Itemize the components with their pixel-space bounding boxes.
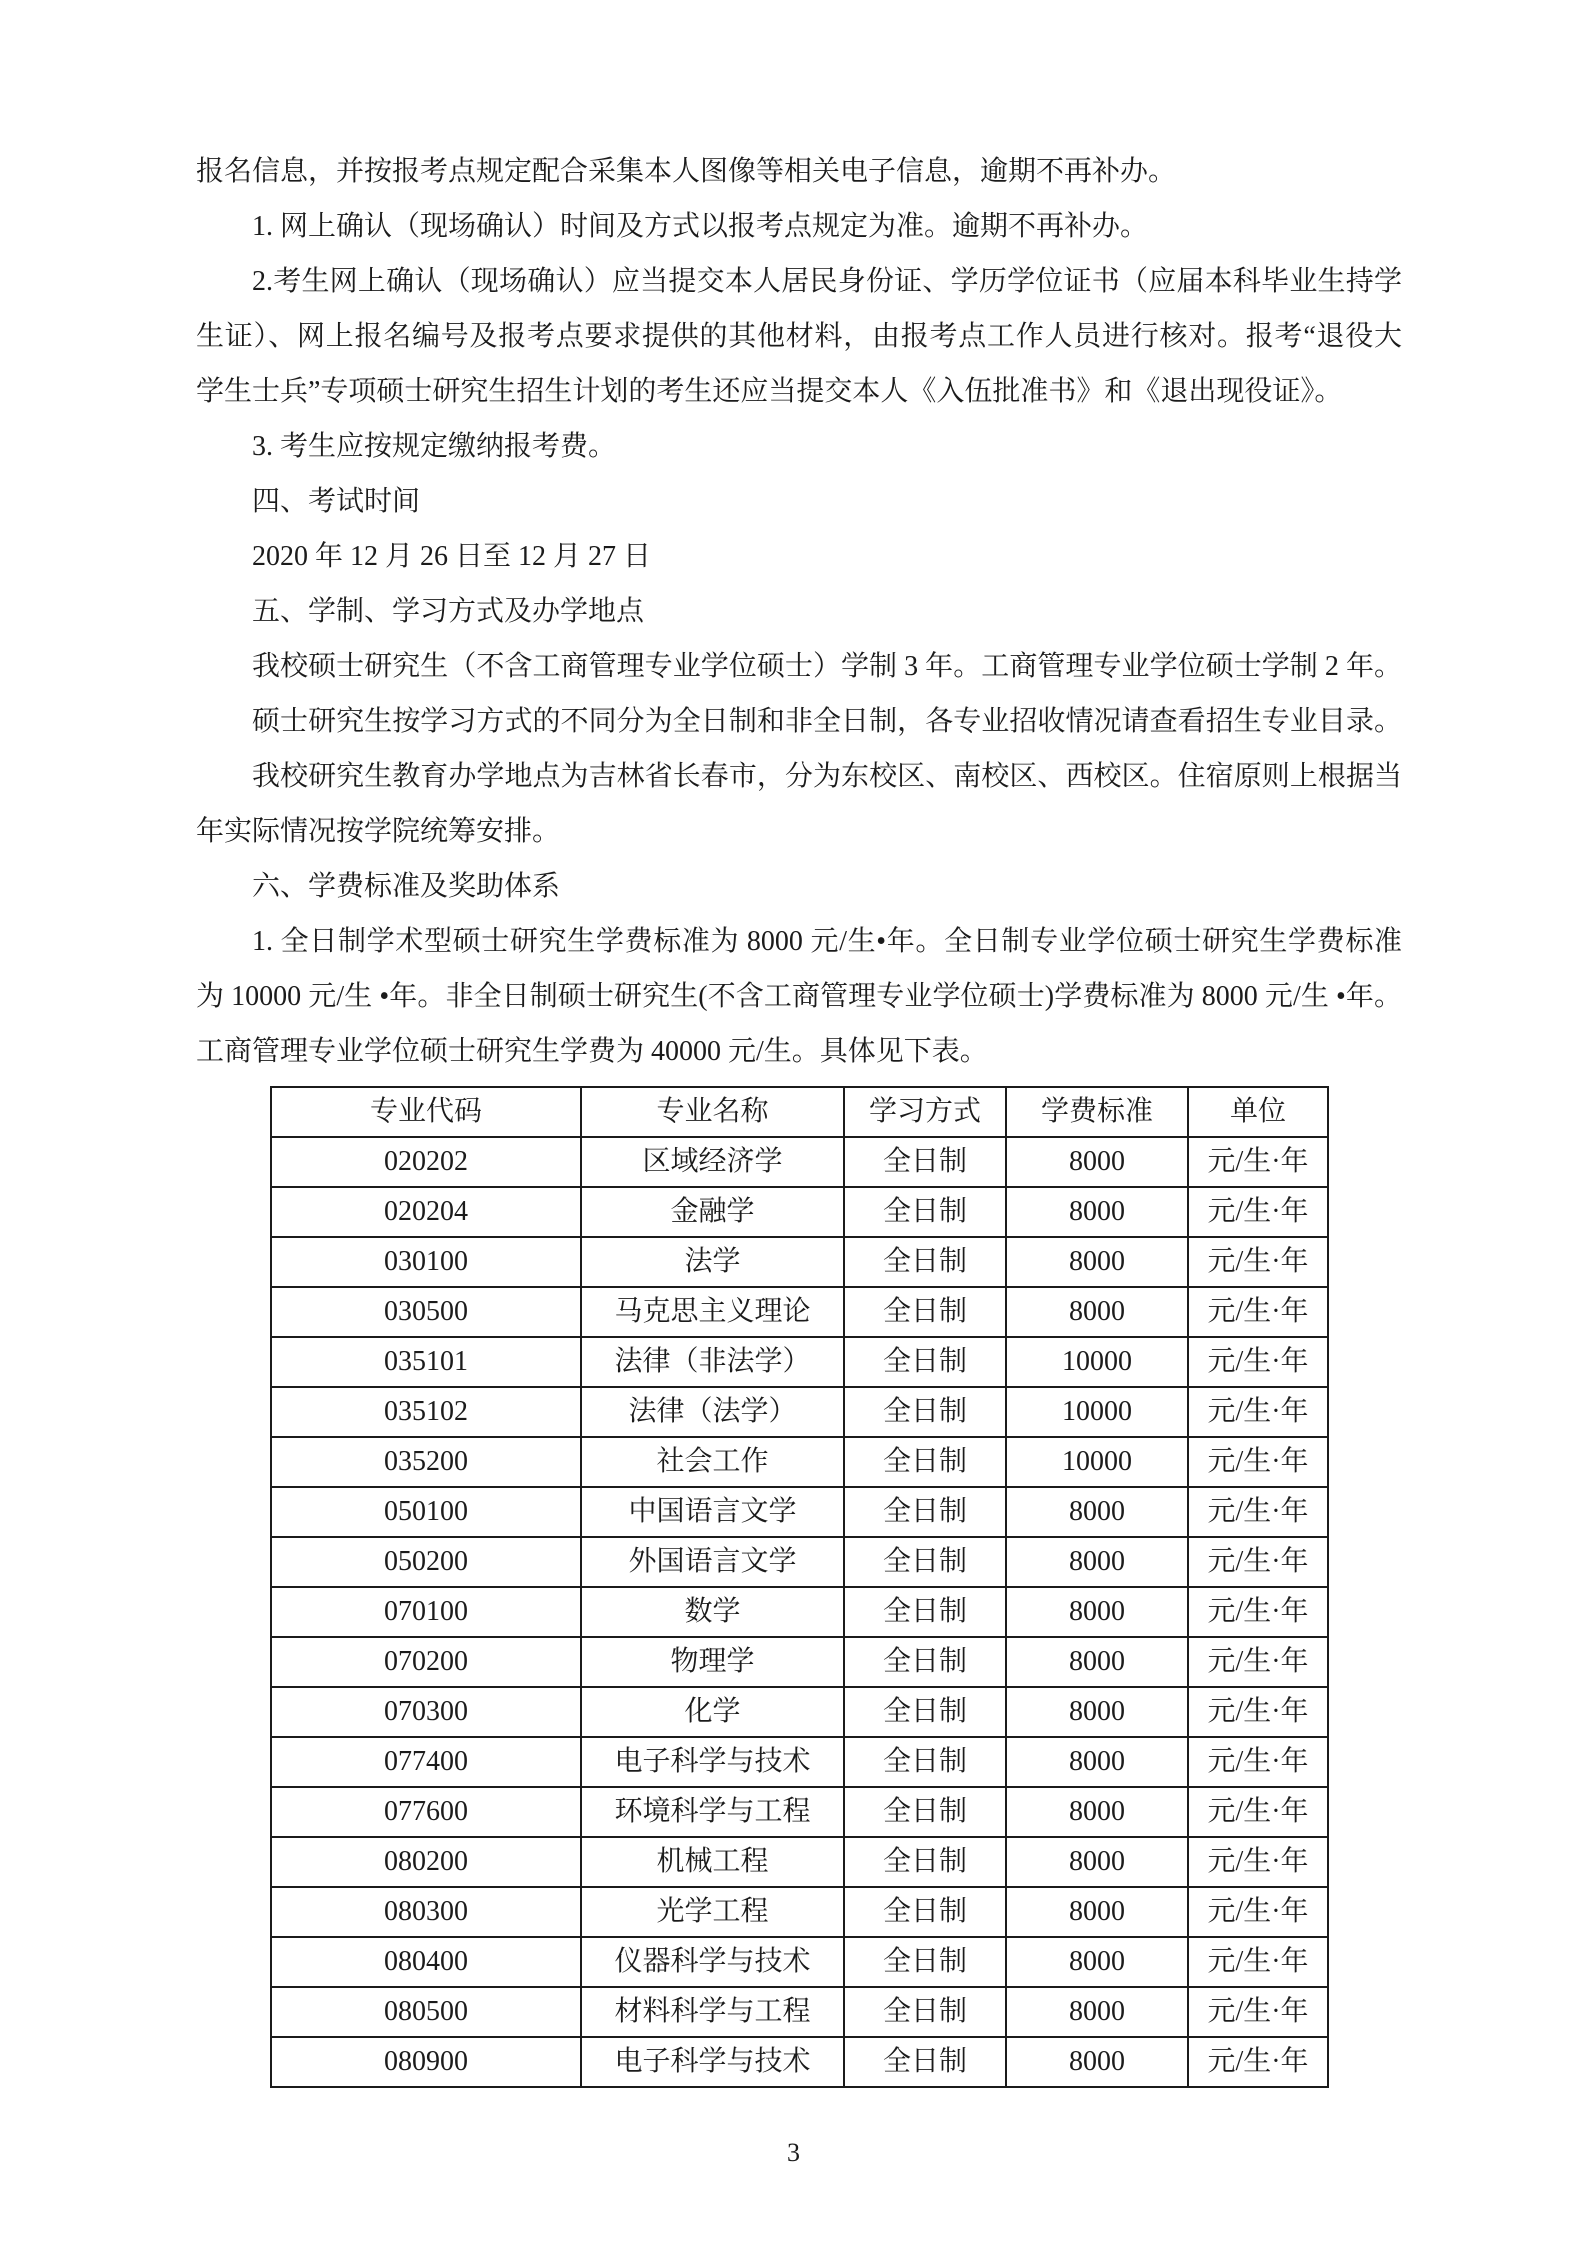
table-cell: 077400 bbox=[271, 1737, 581, 1787]
table-cell: 10000 bbox=[1006, 1387, 1188, 1437]
column-header-5: 单位 bbox=[1188, 1087, 1328, 1137]
table-row-1 bbox=[271, 1137, 1328, 1187]
table-cell: 8000 bbox=[1006, 2037, 1188, 2087]
table-cell: 元/生·年 bbox=[1188, 1337, 1328, 1387]
table-cell: 8000 bbox=[1006, 1137, 1188, 1187]
table-cell: 元/生·年 bbox=[1188, 2037, 1328, 2087]
table-cell: 元/生·年 bbox=[1188, 1387, 1328, 1437]
table-row-14 bbox=[271, 1787, 1328, 1837]
table-cell: 全日制 bbox=[844, 1887, 1006, 1937]
text-line-14: 六、学费标准及奖助体系 bbox=[252, 871, 561, 902]
table-cell: 8000 bbox=[1006, 1587, 1188, 1637]
text-line-3: 2.考生网上确认（现场确认）应当提交本人居民身份证、学历学位证书（应届本科毕业生持学 bbox=[252, 266, 1402, 297]
table-cell: 8000 bbox=[1006, 1687, 1188, 1737]
table-row-4 bbox=[271, 1287, 1328, 1337]
table-cell: 070100 bbox=[271, 1587, 581, 1637]
table-cell: 元/生·年 bbox=[1188, 1287, 1328, 1337]
text-line-10: 我校硕士研究生（不含工商管理专业学位硕士）学制 3 年。工商管理专业学位硕士学制 2 年。 bbox=[252, 651, 1402, 682]
page-number: 3 bbox=[787, 2138, 800, 2167]
table-cell: 070300 bbox=[271, 1687, 581, 1737]
table-cell: 030100 bbox=[271, 1237, 581, 1287]
table-cell: 元/生·年 bbox=[1188, 1837, 1328, 1887]
table-cell: 全日制 bbox=[844, 1287, 1006, 1337]
table-cell: 全日制 bbox=[844, 1737, 1006, 1787]
text-line-8: 2020 年 12 月 26 日至 12 月 27 日 bbox=[252, 541, 652, 572]
table-cell: 全日制 bbox=[844, 1337, 1006, 1387]
table-cell: 全日制 bbox=[844, 1387, 1006, 1437]
table-cell: 10000 bbox=[1006, 1437, 1188, 1487]
table-cell: 电子科学与技术 bbox=[581, 2037, 844, 2087]
column-header-1: 专业代码 bbox=[271, 1087, 581, 1137]
table-cell: 全日制 bbox=[844, 1587, 1006, 1637]
text-line-9: 五、学制、学习方式及办学地点 bbox=[252, 596, 645, 627]
table-cell: 全日制 bbox=[844, 1237, 1006, 1287]
table-cell: 035102 bbox=[271, 1387, 581, 1437]
table-cell: 元/生·年 bbox=[1188, 1637, 1328, 1687]
table-cell: 8000 bbox=[1006, 1487, 1188, 1537]
table-cell: 元/生·年 bbox=[1188, 1737, 1328, 1787]
table-cell: 机械工程 bbox=[581, 1837, 844, 1887]
table-cell: 元/生·年 bbox=[1188, 1437, 1328, 1487]
table-cell: 法律（非法学） bbox=[581, 1337, 844, 1387]
table-row-7 bbox=[271, 1437, 1328, 1487]
table-row-16 bbox=[271, 1887, 1328, 1937]
table-cell: 050100 bbox=[271, 1487, 581, 1537]
table-cell: 全日制 bbox=[844, 1537, 1006, 1587]
table-row-9 bbox=[271, 1537, 1328, 1587]
table-cell: 中国语言文学 bbox=[581, 1487, 844, 1537]
table-cell: 元/生·年 bbox=[1188, 1587, 1328, 1637]
table-cell: 020204 bbox=[271, 1187, 581, 1237]
table-row-8 bbox=[271, 1487, 1328, 1537]
table-cell: 元/生·年 bbox=[1188, 1887, 1328, 1937]
text-line-13: 年实际情况按学院统筹安排。 bbox=[196, 816, 561, 847]
page-footer bbox=[0, 2138, 1587, 2168]
table-cell: 物理学 bbox=[581, 1637, 844, 1687]
table-row-5 bbox=[271, 1337, 1328, 1387]
text-line-6: 3. 考生应按规定缴纳报考费。 bbox=[252, 431, 617, 462]
text-line-11: 硕士研究生按学习方式的不同分为全日制和非全日制，各专业招收情况请查看招生专业目录。 bbox=[252, 706, 1402, 737]
table-cell: 仪器科学与技术 bbox=[581, 1937, 844, 1987]
table-row-11 bbox=[271, 1637, 1328, 1687]
table-cell: 8000 bbox=[1006, 1537, 1188, 1587]
table-cell: 8000 bbox=[1006, 1237, 1188, 1287]
table-cell: 080200 bbox=[271, 1837, 581, 1887]
table-row-2 bbox=[271, 1187, 1328, 1237]
table-header-row bbox=[271, 1087, 1328, 1137]
table-cell: 元/生·年 bbox=[1188, 1187, 1328, 1237]
table-cell: 030500 bbox=[271, 1287, 581, 1337]
table-cell: 全日制 bbox=[844, 1687, 1006, 1737]
table-cell: 080300 bbox=[271, 1887, 581, 1937]
table-row-12 bbox=[271, 1687, 1328, 1737]
table-cell: 外国语言文学 bbox=[581, 1537, 844, 1587]
table-cell: 全日制 bbox=[844, 1487, 1006, 1537]
table-cell: 080400 bbox=[271, 1937, 581, 1987]
text-line-4: 生证）、网上报名编号及报考点要求提供的其他材料，由报考点工作人员进行核对。报考“退役大 bbox=[196, 321, 1402, 352]
table-row-18 bbox=[271, 1987, 1328, 2037]
table-cell: 080500 bbox=[271, 1987, 581, 2037]
table-cell: 区域经济学 bbox=[581, 1137, 844, 1187]
text-line-5: 学生士兵”专项硕士研究生招生计划的考生还应当提交本人《入伍批准书》和《退出现役证》。 bbox=[196, 376, 1343, 407]
table-row-15 bbox=[271, 1837, 1328, 1887]
table-cell: 元/生·年 bbox=[1188, 1987, 1328, 2037]
table-cell: 社会工作 bbox=[581, 1437, 844, 1487]
text-line-15: 1. 全日制学术型硕士研究生学费标准为 8000 元/生•年。全日制专业学位硕士研究生学费标准 bbox=[252, 926, 1402, 957]
table-cell: 元/生·年 bbox=[1188, 1687, 1328, 1737]
table-cell: 020202 bbox=[271, 1137, 581, 1187]
column-header-3: 学习方式 bbox=[844, 1087, 1006, 1137]
table-cell: 环境科学与工程 bbox=[581, 1787, 844, 1837]
table-cell: 全日制 bbox=[844, 1187, 1006, 1237]
text-line-16: 为 10000 元/生 •年。非全日制硕士研究生(不含工商管理专业学位硕士)学费标准为 8000 元/生 •年。 bbox=[196, 981, 1402, 1012]
table-cell: 全日制 bbox=[844, 1937, 1006, 1987]
table-cell: 元/生·年 bbox=[1188, 1237, 1328, 1287]
column-header-4: 学费标准 bbox=[1006, 1087, 1188, 1137]
body-text bbox=[196, 144, 1402, 1079]
table-cell: 材料科学与工程 bbox=[581, 1987, 844, 2037]
table-cell: 全日制 bbox=[844, 2037, 1006, 2087]
column-header-2: 专业名称 bbox=[581, 1087, 844, 1137]
table-cell: 8000 bbox=[1006, 1737, 1188, 1787]
table-cell: 法学 bbox=[581, 1237, 844, 1287]
table-cell: 8000 bbox=[1006, 1287, 1188, 1337]
table-cell: 数学 bbox=[581, 1587, 844, 1637]
table-cell: 全日制 bbox=[844, 1137, 1006, 1187]
table-cell: 法律（法学） bbox=[581, 1387, 844, 1437]
table-cell: 元/生·年 bbox=[1188, 1787, 1328, 1837]
table-cell: 全日制 bbox=[844, 1987, 1006, 2037]
table-cell: 10000 bbox=[1006, 1337, 1188, 1387]
table-cell: 8000 bbox=[1006, 1787, 1188, 1837]
text-line-7: 四、考试时间 bbox=[252, 486, 421, 517]
table-cell: 电子科学与技术 bbox=[581, 1737, 844, 1787]
table-cell: 金融学 bbox=[581, 1187, 844, 1237]
table-row-13 bbox=[271, 1737, 1328, 1787]
table-cell: 080900 bbox=[271, 2037, 581, 2087]
table-row-19 bbox=[271, 2037, 1328, 2087]
table-row-10 bbox=[271, 1587, 1328, 1637]
table-row-6 bbox=[271, 1387, 1328, 1437]
table-cell: 全日制 bbox=[844, 1637, 1006, 1687]
table-cell: 8000 bbox=[1006, 1187, 1188, 1237]
table-cell: 全日制 bbox=[844, 1837, 1006, 1887]
table-cell: 8000 bbox=[1006, 1937, 1188, 1987]
table-cell: 光学工程 bbox=[581, 1887, 844, 1937]
text-line-12: 我校研究生教育办学地点为吉林省长春市，分为东校区、南校区、西校区。住宿原则上根据当 bbox=[252, 761, 1402, 792]
tuition-fee-table bbox=[270, 1086, 1329, 2088]
text-line-1: 报名信息，并按报考点规定配合采集本人图像等相关电子信息，逾期不再补办。 bbox=[196, 156, 1177, 187]
table-cell: 马克思主义理论 bbox=[581, 1287, 844, 1337]
table-cell: 035200 bbox=[271, 1437, 581, 1487]
table-cell: 元/生·年 bbox=[1188, 1137, 1328, 1187]
table-cell: 8000 bbox=[1006, 1637, 1188, 1687]
table-cell: 070200 bbox=[271, 1637, 581, 1687]
table-cell: 全日制 bbox=[844, 1787, 1006, 1837]
text-line-2: 1. 网上确认（现场确认）时间及方式以报考点规定为准。逾期不再补办。 bbox=[252, 211, 1149, 242]
table-cell: 化学 bbox=[581, 1687, 844, 1737]
table-cell: 8000 bbox=[1006, 1987, 1188, 2037]
table-cell: 050200 bbox=[271, 1537, 581, 1587]
table-cell: 元/生·年 bbox=[1188, 1537, 1328, 1587]
text-line-17: 工商管理专业学位硕士研究生学费为 40000 元/生。具体见下表。 bbox=[196, 1036, 988, 1067]
table-cell: 全日制 bbox=[844, 1437, 1006, 1487]
table-cell: 035101 bbox=[271, 1337, 581, 1387]
table-row-3 bbox=[271, 1237, 1328, 1287]
table-cell: 8000 bbox=[1006, 1837, 1188, 1887]
table-cell: 077600 bbox=[271, 1787, 581, 1837]
table-cell: 元/生·年 bbox=[1188, 1487, 1328, 1537]
table-cell: 元/生·年 bbox=[1188, 1937, 1328, 1987]
table-row-17 bbox=[271, 1937, 1328, 1987]
table-cell: 8000 bbox=[1006, 1887, 1188, 1937]
